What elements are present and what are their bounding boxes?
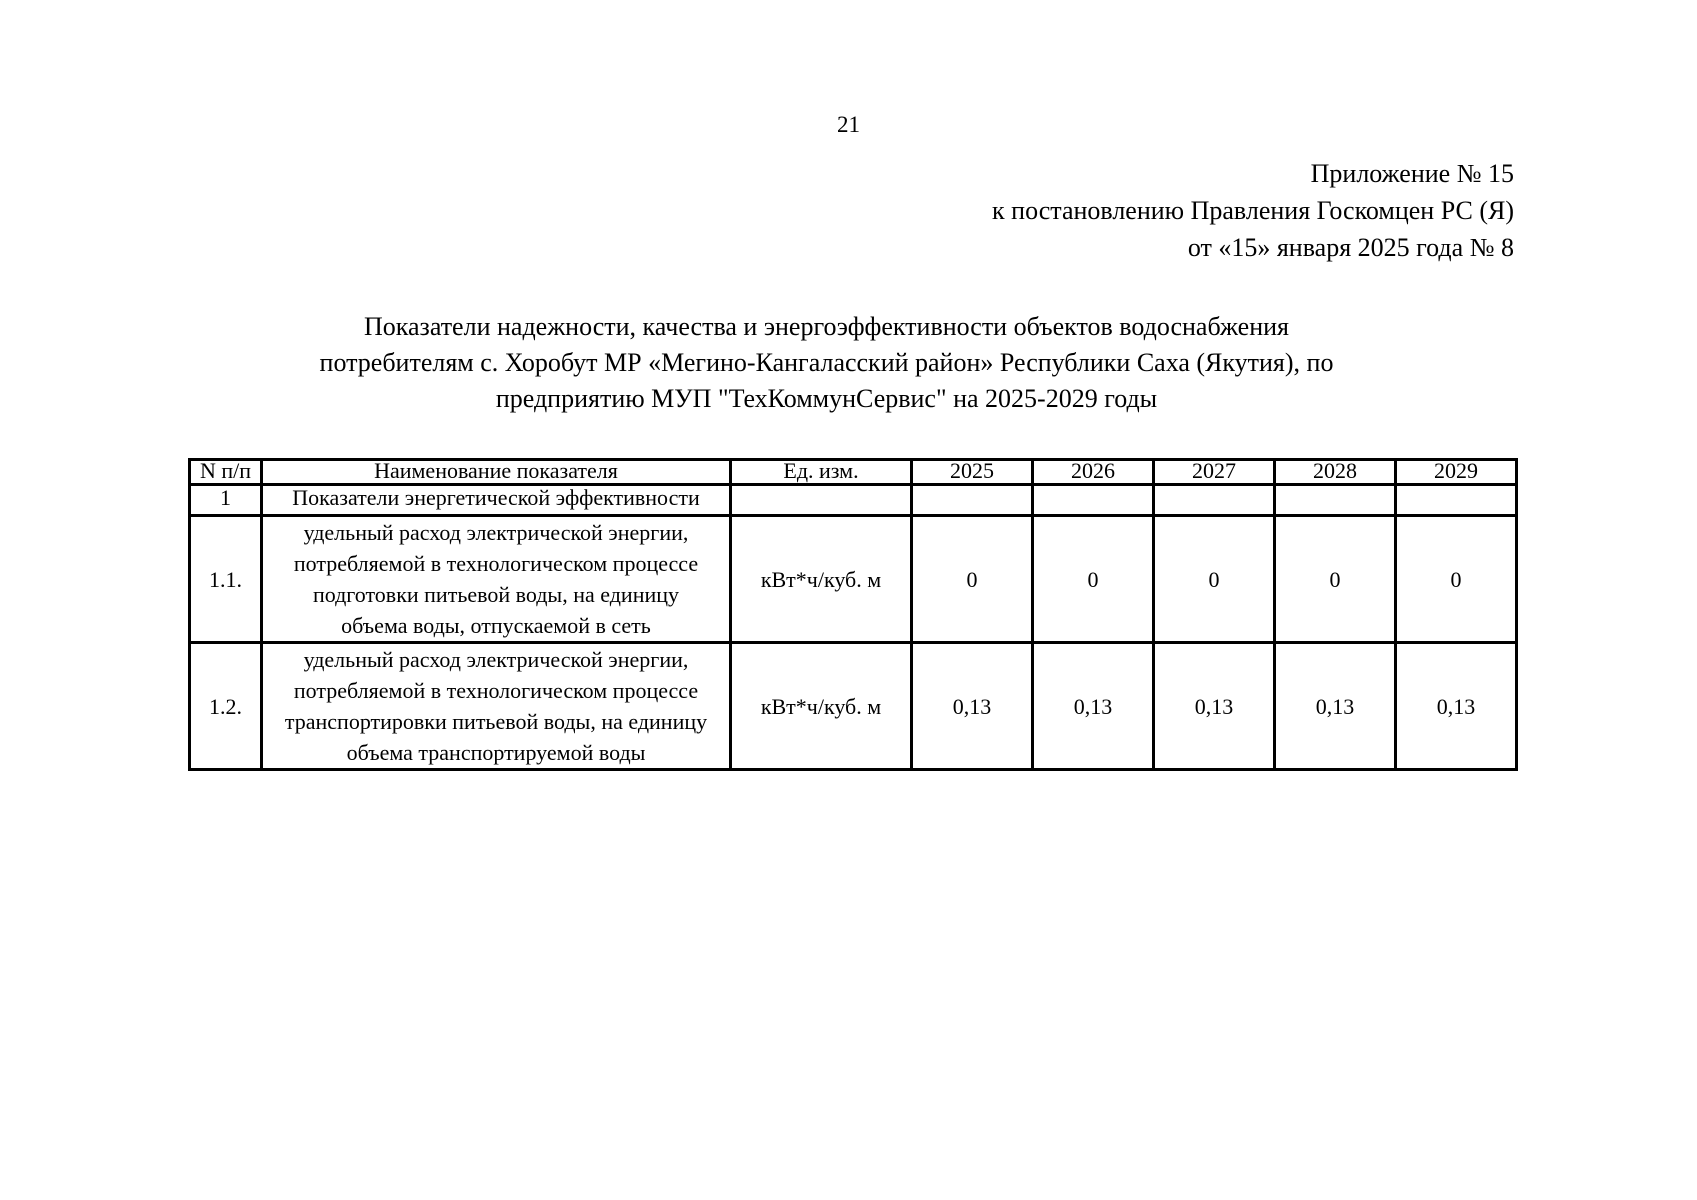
appendix-reference	[992, 155, 1514, 266]
row-name-line: объема воды, отпускаемой в сеть	[341, 613, 651, 638]
header-unit: Ед. изм.	[731, 460, 912, 485]
row-name	[262, 643, 731, 770]
table-row	[190, 516, 1517, 643]
title-line: потребителям с. Хоробут МР «Мегино-Кангаласский район» Республики Саха (Якутия), по	[319, 348, 1334, 377]
row-value-2027: 0,13	[1154, 643, 1275, 770]
row-value-2028: 0,13	[1275, 643, 1396, 770]
row-value-2026: 0,13	[1033, 643, 1154, 770]
empty-cell	[731, 485, 912, 516]
row-value-2025: 0,13	[912, 643, 1033, 770]
row-value-2027: 0	[1154, 516, 1275, 643]
page-number: 21	[837, 112, 860, 137]
section-num: 1	[190, 485, 262, 516]
header-year-2027: 2027	[1154, 460, 1275, 485]
row-unit: кВт*ч/куб. м	[731, 516, 912, 643]
section-name: Показатели энергетической эффективности	[262, 485, 731, 516]
empty-cell	[1396, 485, 1517, 516]
table-row	[190, 643, 1517, 770]
table-header-row	[190, 460, 1517, 485]
header-num: N п/п	[190, 460, 262, 485]
header-year-2026: 2026	[1033, 460, 1154, 485]
row-name-line: подготовки питьевой воды, на единицу	[312, 582, 680, 607]
empty-cell	[1275, 485, 1396, 516]
row-num: 1.1.	[190, 516, 262, 643]
header-name: Наименование показателя	[262, 460, 731, 485]
empty-cell	[1154, 485, 1275, 516]
row-name-line: удельный расход электрической энергии,	[303, 520, 689, 545]
header-year-2028: 2028	[1275, 460, 1396, 485]
header-year-2025: 2025	[912, 460, 1033, 485]
row-value-2025: 0	[912, 516, 1033, 643]
appendix-date: от «15» января 2025 года № 8	[1187, 233, 1514, 262]
document-title	[220, 309, 1433, 417]
row-name	[262, 516, 731, 643]
row-value-2028: 0	[1275, 516, 1396, 643]
row-name-line: объема транспортируемой воды	[346, 740, 646, 765]
section-row	[190, 485, 1517, 516]
row-unit: кВт*ч/куб. м	[731, 643, 912, 770]
title-line: предприятию МУП "ТехКоммунСервис" на 2025-2029 годы	[495, 384, 1158, 413]
empty-cell	[912, 485, 1033, 516]
appendix-resolution: к постановлению Правления Госкомцен РС (Я)	[992, 196, 1514, 225]
row-value-2029: 0	[1396, 516, 1517, 643]
row-name-line: транспортировки питьевой воды, на единицу	[284, 709, 708, 734]
empty-cell	[1033, 485, 1154, 516]
row-value-2026: 0	[1033, 516, 1154, 643]
row-name-line: потребляемой в технологическом процессе	[293, 551, 699, 576]
indicators-table	[188, 458, 1518, 771]
row-name-line: потребляемой в технологическом процессе	[293, 678, 699, 703]
title-line: Показатели надежности, качества и энергоэффективности объектов водоснабжения	[364, 312, 1289, 341]
header-year-2029: 2029	[1396, 460, 1517, 485]
row-name-line: удельный расход электрической энергии,	[303, 647, 689, 672]
row-num: 1.2.	[190, 643, 262, 770]
row-value-2029: 0,13	[1396, 643, 1517, 770]
appendix-number: Приложение № 15	[1310, 159, 1514, 188]
